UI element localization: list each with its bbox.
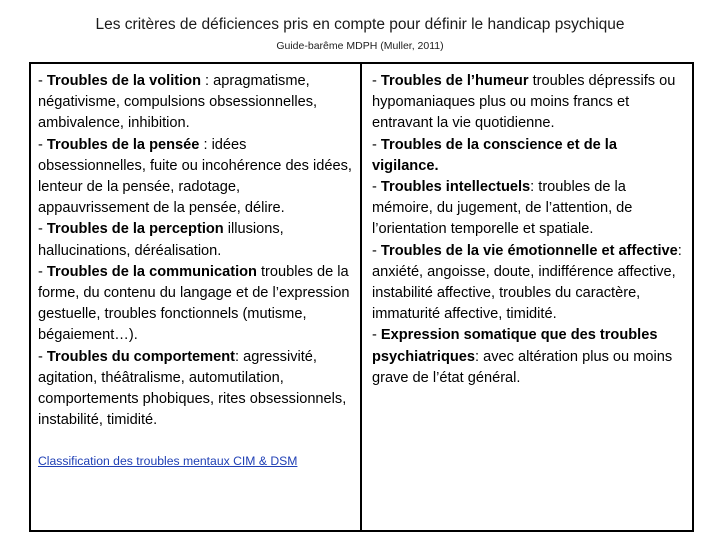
criteria-entry: - Troubles de la volition : apragmatisme, négativisme, compulsions obsessionnelles, ambivalence, inhibition. xyxy=(38,73,318,132)
criteria-entry: - Troubles intellectuels: troubles de la mémoire, du jugement, de l’attention, de l’orientation temporelle et spatiale. xyxy=(372,179,633,238)
criteria-entry: - Troubles de la communication troubles de la forme, du contenu du langage et de l’expression gestuelle, troubles fonctionnels (mutisme, bégaiement…). xyxy=(38,263,350,344)
criteria-entry: - Troubles de l’humeur troubles dépressifs ou hypomaniaques plus ou moins francs et entravant la vie quotidienne. xyxy=(372,73,676,132)
criteria-entry: - Expression somatique que des troubles psychiatriques: avec altération plus ou moins grave de l’état général. xyxy=(372,327,673,386)
page-subtitle: Guide-barême MDPH (Muller, 2011) xyxy=(276,40,444,52)
criteria-table xyxy=(29,62,694,532)
criteria-entry: - Troubles de la perception illusions, hallucinations, déréalisation. xyxy=(38,221,284,259)
classification-link[interactable]: Classification des troubles mentaux CIM & DSM xyxy=(38,454,298,469)
right-column xyxy=(362,64,692,530)
criteria-entry: - Troubles de la pensée : idées obsessionnelles, fuite ou incohérence des idées, lenteur de la pensée, radotage, appauvrissement de la pensée, délire. xyxy=(38,136,352,217)
criteria-entry: - Troubles de la conscience et de la vigilance. xyxy=(372,136,617,174)
criteria-entry: - Troubles du comportement: agressivité, agitation, théâtralisme, automutilation, comportements phobiques, rites obsessionnels, instabilité, timidité. xyxy=(38,348,347,429)
criteria-entry: - Troubles de la vie émotionnelle et affective: anxiété, angoisse, doute, indifférence affective, instabilité affective, troubles du caractère, immaturité affective, timidité. xyxy=(372,242,682,323)
page-title: Les critères de déficiences pris en compte pour définir le handicap psychique xyxy=(95,16,625,33)
left-column xyxy=(31,64,362,530)
